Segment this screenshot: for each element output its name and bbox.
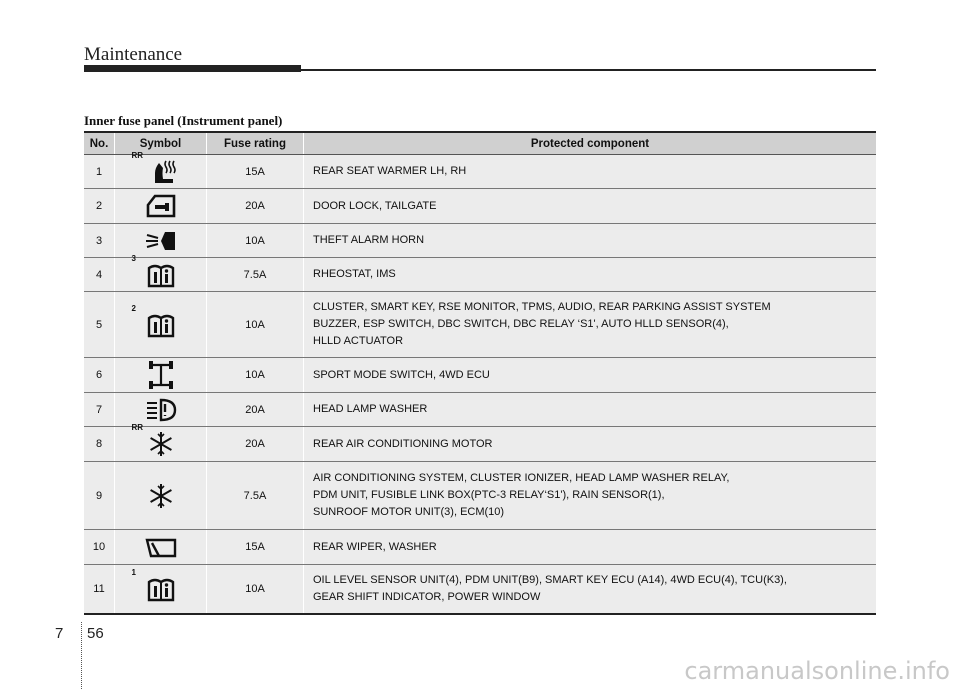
protected-component bbox=[304, 565, 877, 614]
protected-component bbox=[304, 189, 877, 224]
fuse-number: 5 bbox=[84, 292, 115, 358]
fuse-number: 1 bbox=[84, 155, 115, 189]
fuse-rating: 7.5A bbox=[207, 462, 304, 530]
symbol-cell bbox=[115, 189, 207, 224]
component-line: DOOR LOCK, TAILGATE bbox=[313, 199, 437, 212]
table-row bbox=[84, 224, 876, 258]
column-header-component: Protected component bbox=[304, 132, 877, 155]
fuse-rating: 15A bbox=[207, 155, 304, 189]
fuse-rating: 10A bbox=[207, 565, 304, 614]
info-book-icon bbox=[141, 260, 181, 290]
table-row bbox=[84, 358, 876, 393]
chapter-number: 7 bbox=[55, 625, 64, 642]
snowflake-icon bbox=[141, 481, 181, 511]
header-bar bbox=[84, 65, 301, 72]
component-line: REAR SEAT WARMER LH, RH bbox=[313, 165, 467, 177]
fuse-number: 11 bbox=[84, 565, 115, 614]
fuse-rating: 10A bbox=[207, 224, 304, 258]
headlamp-washer-icon bbox=[141, 395, 181, 425]
protected-component bbox=[304, 224, 877, 258]
table-header-row bbox=[84, 132, 876, 155]
symbol-cell bbox=[115, 150, 207, 189]
fuse-number: 9 bbox=[84, 462, 115, 530]
fuse-number: 3 bbox=[84, 224, 115, 258]
symbol-badge: RR bbox=[131, 423, 144, 432]
protected-component bbox=[304, 530, 877, 565]
table-row bbox=[84, 155, 876, 189]
symbol-cell bbox=[115, 292, 207, 358]
component-line: REAR WIPER, WASHER bbox=[313, 540, 437, 553]
protected-component bbox=[304, 358, 877, 393]
component-line: GEAR SHIFT INDICATOR, POWER WINDOW bbox=[313, 590, 541, 603]
fuse-number: 6 bbox=[84, 358, 115, 393]
table-row bbox=[84, 258, 876, 292]
component-line: REAR AIR CONDITIONING MOTOR bbox=[313, 437, 493, 450]
page-header-title: Maintenance bbox=[84, 44, 183, 65]
symbol-badge: 3 bbox=[131, 253, 136, 263]
table-row bbox=[84, 189, 876, 224]
fuse-number: 10 bbox=[84, 530, 115, 565]
component-line: THEFT ALARM HORN bbox=[313, 234, 425, 246]
table-row bbox=[84, 393, 876, 427]
component-line: HLLD ACTUATOR bbox=[313, 335, 404, 347]
protected-component bbox=[304, 292, 877, 358]
component-line: SPORT MODE SWITCH, 4WD ECU bbox=[313, 368, 490, 381]
fuse-rating: 10A bbox=[207, 358, 304, 393]
component-line: CLUSTER, SMART KEY, RSE MONITOR, TPMS, AUDIO, REAR PARKING ASSIST SYSTEM bbox=[313, 301, 771, 313]
symbol-cell bbox=[115, 462, 207, 530]
fuse-number: 4 bbox=[84, 258, 115, 292]
fuse-rating: 20A bbox=[207, 189, 304, 224]
protected-component bbox=[304, 393, 877, 427]
fuse-rating: 20A bbox=[207, 427, 304, 462]
rear-wiper-icon bbox=[141, 532, 181, 562]
rear-seat-warmer-icon bbox=[141, 157, 181, 187]
component-line: BUZZER, ESP SWITCH, DBC SWITCH, DBC RELAY ‘S1', AUTO HLLD SENSOR(4), bbox=[313, 318, 729, 330]
table-row bbox=[84, 565, 876, 614]
watermark: carmanualsonline.info bbox=[684, 657, 950, 685]
column-header-no: No. bbox=[84, 132, 115, 155]
info-book-icon bbox=[141, 574, 181, 604]
footer-divider bbox=[81, 622, 82, 689]
symbol-cell bbox=[115, 423, 207, 462]
table-row bbox=[84, 427, 876, 462]
door-lock-icon bbox=[141, 191, 181, 221]
component-line: AIR CONDITIONING SYSTEM, CLUSTER IONIZER, HEAD LAMP WASHER RELAY, bbox=[313, 472, 730, 484]
symbol-badge: 1 bbox=[131, 567, 136, 577]
column-header-fuse: Fuse rating bbox=[207, 132, 304, 155]
protected-component bbox=[304, 258, 877, 292]
component-line: RHEOSTAT, IMS bbox=[313, 268, 396, 280]
protected-component bbox=[304, 427, 877, 462]
symbol-cell bbox=[115, 530, 207, 565]
symbol-badge: RR bbox=[131, 150, 144, 160]
fuse-number: 8 bbox=[84, 427, 115, 462]
table-row bbox=[84, 462, 876, 530]
protected-component bbox=[304, 462, 877, 530]
column-header-symbol: Symbol bbox=[115, 132, 207, 155]
section-title: Inner fuse panel (Instrument panel) bbox=[84, 113, 283, 128]
table-body bbox=[84, 150, 876, 614]
4wd-icon bbox=[141, 360, 181, 390]
component-line: PDM UNIT, FUSIBLE LINK BOX(PTC-3 RELAY‘S1'), RAIN SENSOR(1), bbox=[313, 489, 665, 501]
fuse-table bbox=[84, 131, 876, 615]
fuse-rating: 20A bbox=[207, 393, 304, 427]
protected-component bbox=[304, 155, 877, 189]
fuse-number: 2 bbox=[84, 189, 115, 224]
symbol-cell bbox=[115, 393, 207, 427]
component-line: OIL LEVEL SENSOR UNIT(4), PDM UNIT(B9), SMART KEY ECU (A14), 4WD ECU(4), TCU(K3), bbox=[313, 573, 787, 586]
fuse-rating: 10A bbox=[207, 292, 304, 358]
info-book-icon bbox=[141, 310, 181, 340]
table-row bbox=[84, 292, 876, 358]
fuse-rating: 15A bbox=[207, 530, 304, 565]
symbol-cell bbox=[115, 565, 207, 614]
component-line: SUNROOF MOTOR UNIT(3), ECM(10) bbox=[313, 506, 505, 518]
horn-icon bbox=[141, 226, 181, 256]
symbol-badge: 2 bbox=[131, 303, 136, 313]
header-rule bbox=[301, 69, 876, 71]
symbol-cell bbox=[115, 224, 207, 258]
table-row bbox=[84, 530, 876, 565]
snowflake-icon bbox=[141, 429, 181, 459]
fuse-rating: 7.5A bbox=[207, 258, 304, 292]
page-number: 56 bbox=[87, 625, 104, 642]
component-line: HEAD LAMP WASHER bbox=[313, 403, 428, 415]
symbol-cell bbox=[115, 253, 207, 292]
fuse-number: 7 bbox=[84, 393, 115, 427]
symbol-cell bbox=[115, 358, 207, 393]
